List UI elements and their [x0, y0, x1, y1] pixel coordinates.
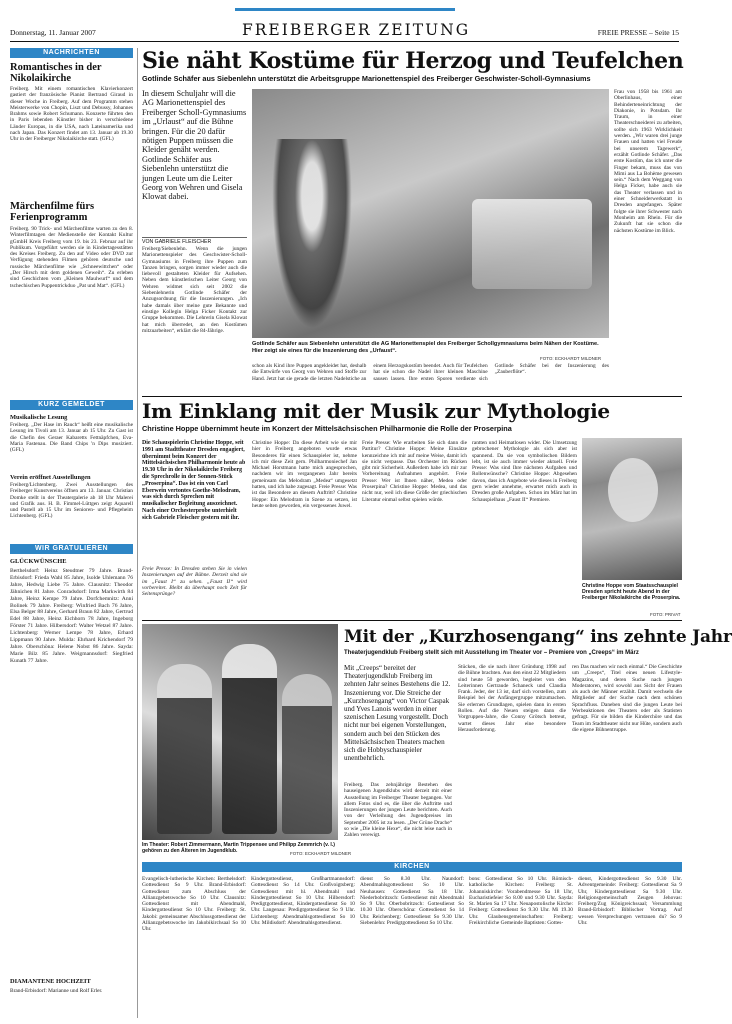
caption-article-3: Im Theater: Robert Zimmermann, Martin Trippensee und Philipp Zemmrich (v. l.) gehören zu den Älteren im Jugendklub. [142, 842, 335, 854]
article-3-intro: Mit „Creeps“ bereitet der Theaterjugendklub Freiberg im zehnten Jahr seines Bestehens die 12. Inszenierung vor. Die Streiche der „Kurzhosengang“ von Victor Caspak und Yves Lanois werden in einer szenischen Lesung vorgestellt. Doch nicht nur bei eigenen Vorstellungen, sondern auch bei den Stücken des Mittelsächsischen Theaters machen sich die Hobbyschauspieler unentbehrlich. [344, 664, 451, 763]
masthead: FREIBERGER ZEITUNG [242, 21, 471, 39]
section-label-wir-gratulieren: WIR GRATULIEREN [10, 544, 133, 554]
photo-figure [272, 139, 352, 329]
section-label-kurz-gemeldet: KURZ GEMELDET [10, 400, 133, 410]
credit-article-1: FOTO: ECKHARDT MILDNER [540, 356, 602, 361]
article-1-intro: In diesem Schuljahr will die AG Marionettenspiel des Freiberger Scholl-Gymnasiums im „Urlaust“ auf die Bühne bringen. Für die 20 dafür nötigen Puppen müssen die Kleider genäht werden. Gotlinde Schäfer aus Siebenlehn unterstützt die jungen Leute um die Leiter Georg von Wehren und Gisela Klowat dabei. [142, 89, 247, 202]
photo-christine-hoppe [582, 438, 682, 580]
news-title-romantisches: Romantisches in der Nikolaikirche [10, 62, 102, 84]
caption-article-2: Christine Hoppe vom Staatsschauspiel Dresden spricht heute Abend in der Freiberger Nikolaikirche die Proserpina. [582, 583, 681, 602]
photo-sewing-machine [472, 199, 592, 289]
article-2-question-1: Freie Presse: In Dresden stehen Sie in vielen Inszenierungen auf der Bühne. Derzeit sind sie im „Faust I“ zu sehen. „Faust II“ wird vorbereitet. Bleibt da überhaupt noch Zeit für Seitensprünge? [142, 566, 247, 598]
article-3-body-b: Stücken, die sie nach ihrer Gründung 1998 auf die Bühne brachten. Aus den einst 22 Mitgliedern sind heute 50 geworden, begleitet von den Leiterinnen Gertraude Schaneck und Claudia Frank. Jeder, der 13 ist, darf sich vorstellen, zum Beispiel bei der Anfängergruppe mitzumachen. Sie erlernen Grundlagen, spielen dann in ersten Rollen. Auf die Neuen steigen dann die Vorgruppen-Jahre, die Conny Grötsch betreut, wartet dieses Jahr eine besondere Herausforderung. [458, 664, 566, 733]
photo-person-1 [157, 664, 212, 834]
headline-article-2: Im Einklang mit der Musik zur Mythologie [142, 399, 610, 423]
article-1-body-bottom: schon als Kind ihre Puppen angekleidet hat, deshalb die Entwürfe von Georg von Wehren und Stoffe zur Hand. Jetzt hat sie gerade die letzten Nadelstiche an einem Herzogskostüm beendet. Auch für Teufelchen hat sie schon die Nadel ihrer kleinen Maschine sausen lassen. Ihre ersten Sporen verdiente sich Gotlinde Schäfer bei der Inszenierung des „Zauberflöte“. [252, 363, 609, 382]
photo-kostueme [252, 89, 609, 338]
headline-article-1: Sie näht Kostüme für Herzog und Teufelchen [142, 48, 684, 74]
issue-date: Donnerstag, 11. Januar 2007 [10, 28, 96, 37]
subhead-article-2: Christine Hoppe übernimmt heute im Konzert der Mittelsächsischen Philharmonie die Rolle der Proserpina [142, 424, 512, 433]
gratulation-title: GLÜCKWÜNSCHE [10, 558, 67, 565]
article-3-body-a2: Freiberg. Das zehnjährige Bestehen des hauseigenen Jugendklubs wird derzeit mit einer Ausstellung im Freiberger Theater begangen. Vor allem Fotos sind es, die über die Auftritte und Inszenierungen der jungen Leute berichten. Auch von der Verleihung des Jugendpreises im September 2005 ist zu lesen. „Der Grüne Drache“ so wie „Die kleine Hexe“, die nicht leise nach in Zahlen verewigt. [344, 782, 452, 839]
article-2-body-r1: Freie Presse: Wie erarbeiten Sie sich dann die Partitur? Christine Hoppe: Meine Einsätze kennzeichne ich mir auf meine Weise, damit ich sie nicht verpasse. Das Orchester im Rücken gibt mir Sicherheit. Außerdem habe ich mir zur Vorbereitung Aufnahmen angehört. Freie Presse: Wer ist Ihnen näher, Medea oder Proserpina? Christine Hoppe: Medea, und das nicht nur, weil ich diese Größe der griechischen Literatur einmal selbst spielen würde. [362, 440, 467, 503]
header-rule [10, 41, 679, 42]
kirchen-col-4: bons: Gottesdienst So 10 Uhr. Römisch-katholische Kirchen: Freiberg: St. Johanniskirche: Vorabendmesse Sa 18 Uhr, Eucharistiefeier So 8.00 und 9.30 Uhr. Sayda: St. Marien Sa 17 Uhr. Neuapostolische Kirche: Freiberg: Gottesdienst So 9.30 Uhr. Mi 19.30 Uhr. Glaubensgemeinschaften: Freiberg: Freikirchliche Gemeinde Baptisten: Gottes- [469, 876, 573, 927]
headline-article-3: Mit der „Kurzhosengang“ ins zehnte Jahr [344, 627, 732, 647]
kurz-body-lesung: Freiberg. „Der Hase im Rauch“ heißt eine musikalische Lesung im Tivoli am 13. Januar ab 15 Uhr. Zu Gast ist die Chefin des Geraer Kabaretts Fettnäpfchen, Eva-Maria Fastenau. Die Band Chips 'n Dips musiziert. (GFL) [10, 422, 133, 454]
article-2-intro: Die Schauspielerin Christine Hoppe, seit 1991 am Stadttheater Dresden engagiert, übernimmt beim Konzert der Mittelsächsischen Philharmonie heute ab 19.30 Uhr in der Nikolaikirche Freiberg die Sprechrolle in der Sonnen-Stück „Proserpina“. Das ist ein von Carl Eberwein vertontes Goethe-Melodram, was sich durch Sprechen mit musikalischer Begleitung auszeichnet. Nach einer Orchesterprobe unterhielt sich Gabriele Fleischer gestern mit ihr. [142, 440, 246, 521]
article-1-body-right: Frau von 1958 bis 1961 am Oberlinhaus, einer Behinderteneinrichtung der Diakonie, in Potsdam. Ihr Traum, in einer Theaterschneiderei zu arbeiten, sollte sich 1963 Wirklichkeit werden. „Wir waren drei junge Frauen und hatten viel Freude bei unserem Tagewerk“, erzählt Gotlinde Schäfer. „Das erste Kostüm, das ich unter die Finger bekam, muss das von Mimi aus La Bohème gewesen sein.“ Nach dem Weggang von Helga Ficker, habe auch sie das Theater verlassen und in einer Schneiderwerkstatt in Dresden angefangen. Später folgte sie ihrer Schwester nach Monheim am Rhein. Für die Zukunft hat sie schon die nächsten Kostüme im Blick. [614, 89, 682, 234]
credit-article-2: FOTO: PRIVAT [650, 612, 681, 617]
section-rule-1 [142, 396, 682, 397]
sidebar-divider [137, 48, 138, 1018]
photo-portrait-face [608, 458, 658, 522]
news-body-romantisches: Freiberg. Mit einem romantischen Klavierkonzert gastiert der französische Pianist Bertrand Giraud in dieser Woche in Freiberg. Auf dem Programm stehen Meisterwerke von Chopin, Liszt und Debussy, Johannes Brahms sowie Robert Schumann. Konzerte führten den in Paris lebenden Künstler bisher in verschiedene Länder Europas, in die USA, nach Lateinamerika und nach Japan. Das Konzert findet am 13. Januar ab 19.30 Uhr in der Freiberger Nikolaikirche statt. (GFL) [10, 86, 133, 143]
photo-jugendklub [142, 624, 338, 840]
kurz-body-verein: Freiberg/Lichtenberg. Zwei Ausstellungen des Freiberger Kunstvereins öffnen am 13. Januar. Christian Domke stellt in der Theatergalerie ab 18 Uhr Malerei und Grafik aus. H. B. Fimmel-Lüttgen zeigt Aquarell und Pastell ab 15 Uhr im Senioren- und Pflegeheim Lichtenberg. (GFL) [10, 482, 133, 520]
photo-person-2 [222, 644, 277, 834]
kirchen-col-3: dienst So 8.30 Uhr. Naundorf: Abendmahlsgottesdienst So 10 Uhr. Neuhausen: Gottesdienst Sa 18 Uhr. Niederbobritzsch: Gottesdienst mit Abendmahl So 9 Uhr. Oberbobritzsch: Gottesdienst So 10.30 Uhr. Oberschöna: Gottesdienst So 14 Uhr. Reichenberg: Gottesdienst So 9.30 Uhr. Siebenlehn: Predigtgottesdienst So 10 Uhr. [360, 876, 464, 927]
kurz-title-verein: Verein eröffnet Ausstellungen [10, 474, 91, 481]
diamantene-hochzeit-title: DIAMANTENE HOCHZEIT [10, 978, 91, 985]
credit-article-3: FOTO: ECKHARDT MILDNER [290, 851, 352, 856]
article-2-body-r2: rantten und Heimatlosen wider. Die Umsetzung gebrochener Mythologie als sich aber ist spannend. Da sie von symbolischen Bildern lebt, ist sie auch immer wieder aktuell. Freie Presse: Was sind Ihre nächsten Aufgaben und Rollenwünsche? Christine Hoppe: Abgesehen davon, dass ich Angebote wie dieses in Freiberg gern wieder annehme, erwartet mich auch in Dresden große Aufgaben. Schon im März hat im Schauspielhaus „Faust II“ Premiere. [472, 440, 577, 503]
photo-person-3 [282, 674, 332, 834]
news-body-maerchenfilme: Freiberg. 90 Trick- und Märchenfilme warten zu den 8. Winterfilmtagen der Medienstelle der Kontakt Kultur gGmbH Kreis Freiberg vom 19. bis 23. Februar auf ihr Publikum. Vorgeführt werden sie in Kindertagesstätten des Kreises Freiberg. Zu den auf Video oder DVD zur Verfügung stehenden Filmen gehören deutsche und russische Märchenfilme wie „Schneewittchen“ oder „Der Hirsch mit dem goldenen Geweih“. Zu erleben sind Geschichten vom „Kleinen Maulwurf“ und dem tschechischen Puppentrickduo „Pat und Mat“. (GFL) [10, 226, 133, 289]
section-rule-2 [142, 620, 682, 621]
kirchen-col-1: Evangelisch-lutherische Kirchen: Berthelsdorf: Gottesdienst So 9 Uhr. Brand-Erbisdorf: Gottesdienst zum Abschluss der Allianzgebetswoche So 10 Uhr. Clausnitz: Gottesdienst mit Abendmahl, Kindergottesdienst So 10 Uhr. Freiberg: St. Jakobi: gemeinsamer Abschlussgottesdienst der Allianzgebetswoche im Jakobikirchsaal So 10 Uhr. [142, 876, 246, 933]
article-1-body-left: Freiberg/Siebenlehn. Wenn die jungen Marionettenspieler des Geschwister-Scholl-Gymnasiums in Freiberg ihre Puppen zum Tanzen bringen, sorgen immer wieder auch die liebevoll gestalteten Kleider für Aufsehen. Neben dem künstlerischen Leiter Georg von Wehren widmet sich seit 2002 die Siebenlehnerin Gotlinde Schäfer der Anzugsordnung für die Inszenierungen. „Ich habe damals über meine gute Bekannte und einstige Kollegin Helga Ficker Kontakt zur Gruppe bekommen. Die Lehrerin Gisela Klowat hat mich überredet, an den Kostümen mitzuarbeiten“, erklärt die 84-Jährige. [142, 246, 247, 334]
header [10, 8, 679, 43]
article-3-body-c: ren Das machen wir noch einmal.“ Die Geschichte um „Creeps“, Titel eines neuen Lifestyle-Magazins, und deren Suche nach jungen Moderatoren, wird sowohl aus Sicht der Frauen als auch der Männer erzählt. Damit wechseln die Mitglieder auf der Suche nach dem schönen Sprachfluss. Daneben sind die jungen Leute bei Werbeaktionen des Theaters oder als Statisten gefragt. Für sie bilden die Kinderchöre und das Team im Stadttheater nicht nur Hüte, sondern auch die eigene Bühnentruppe. [572, 664, 682, 733]
sidebar [10, 48, 133, 1018]
news-title-maerchenfilme: Märchenfilme fürs Ferienprogramm [10, 201, 95, 223]
subhead-article-3: Theaterjugendklub Freiberg stellt sich mit Ausstellung im Theater vor – Premiere von „Creeps“ im März [344, 650, 639, 656]
kurz-title-lesung: Musikalische Lesung [10, 414, 68, 421]
diamantene-hochzeit-body: Brand-Erbisdorf: Marianne und Rolf Erler. [10, 988, 103, 994]
byline-article-1: VON GABRIELE FLEISCHER [142, 237, 247, 245]
section-label-kirchen: KIRCHEN [142, 862, 682, 872]
section-label-nachrichten: NACHRICHTEN [10, 48, 133, 58]
header-accent-bar [235, 8, 455, 11]
page-number: FREIE PRESSE – Seite 15 [597, 28, 679, 37]
kirchen-col-5: dienst, Kindergottesdienst So 9.30 Uhr. Adventgemeinde: Freiberg: Gottesdienst Sa 9 Uhr, Kindergottesdienst Sa 9.30 Uhr. Religionsgemeinschaft Zeugen Jehovas: Freiberg/Zug Königreichssaal; Versammlung Brand-Erbisdorf: Biblischer Vortrag. Auf wessen Versprechungen vertrauen du? So 9 Uhr. [578, 876, 682, 927]
article-2-body-mid: Christine Hoppe: Da diese Arbeit wie sie mir hier in Freiberg angeboten wurde etwas Besonderes für einen Schauspieler ist, nehme ich mir diese Zeit gern. Philharmoniechef Jan Michael Horstmann hatte mich angesprochen, nachdem wir im vergangenen Jahr bereits gemeinsam das Melodram „Medea“ umgesetzt hatten, und ich habe zugesagt. Freie Presse: Was ist das Besondere an diesem Auftritt? Christine Hoppe: Ein Melodram in Szene zu setzen, ist heute selten geworden, ein vergessenes Juwel. [252, 440, 357, 509]
kirchen-col-2: Kindergottesdienst, Großhartmannsdorf: Gottesdienst So 14 Uhr. Großvoigtsberg: Gottesdienst mit hl. Abendmahl und Kindergottesdienst So 10 Uhr. Hilbersdorf: Predigtgottesdienst, Kindergottesdienst So 10 Uhr. Langenau: Predigtgottesdienst So 9 Uhr. Lichtenberg: Abendmahlsgottesdienst So 10 Uhr. Mildisdorf: Abendmahlsgottesdienst. [251, 876, 355, 927]
subhead-article-1: Gotlinde Schäfer aus Siebenlehn unterstützt die Arbeitsgruppe Marionettenspiel des Freiberger Geschwister-Scholl-Gymnasiums [142, 74, 591, 83]
gratulation-body: Berthelsdorf: Heinz Steudtner 79 Jahre. Brand-Erbisdorf: Frieda Wahl 85 Jahre, Isolde Uhlemann 76 Jahre, Hedwig Liebe 75 Jahre. Clausnitz: Theodor Jähnichen 81 Jahre. Conradsdorf: Irma Markwirth 84 Jahre, Heinz Kempe 79 Jahre. Dorfchemnitz: Anni Bolinek 79 Jahre. Freiberg: Winfried Bach 76 Jahre, Elsa Belger 88 Jahre, Gerhard Braun 82 Jahre, Gertrud Edel 88 Jahre, Heinz Eichhorn 78 Jahre, Ingeborg Förster 71 Jahre. Hilbersdorf: Walter Wetzel 87 Jahre. Lichtenberg: Werner Lempe 78 Jahre, Erhard Lippmann 90 Jahre. Mulda: Ehrhard Krichendorf 79 Jahre. Oberschöna: Helene Nobst 86 Jahre. Sayda: Marie Bilz 85 Jahre. Weigmannsdorf: Siegfried Kunath 77 Jahre. [10, 568, 133, 664]
caption-article-1: Gotlinde Schäfer aus Siebenlehn unterstützt die AG Marionettenspiel des Freiberger Schollgymnasiums beim Nähen der Kostüme. Hier zeigt sie eines für die Inszenierung des „Urfaust“. [252, 341, 599, 354]
